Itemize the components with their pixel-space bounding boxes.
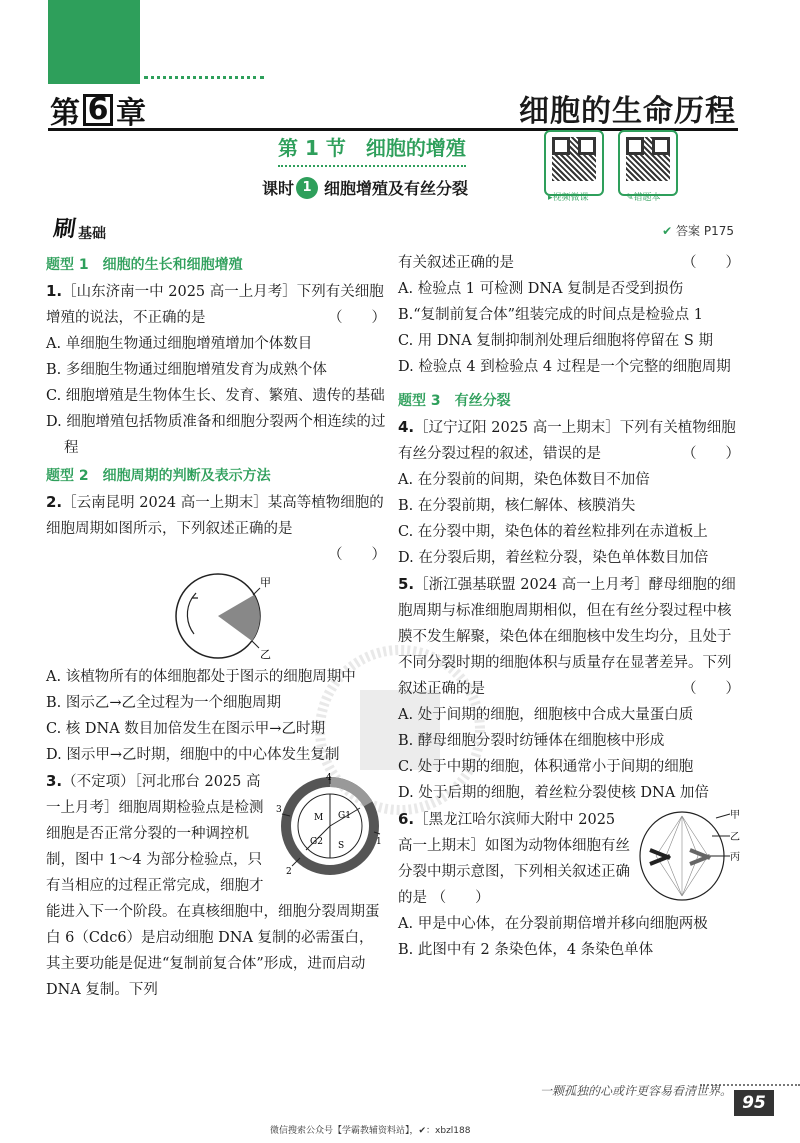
option: C. 用 DNA 复制抑制剂处理后细胞将停留在 S 期	[398, 333, 713, 349]
qr-code-video[interactable]	[544, 130, 604, 196]
question-4: 4.［辽宁辽阳 2025 高一上期末］下列有关植物细胞有丝分裂过程的叙述，错误的是 （ ）	[398, 414, 740, 467]
option: B. 图示乙→乙全过程为一个细胞周期	[46, 695, 282, 711]
header-dotted-line	[144, 76, 264, 79]
banner-small-text: 基础	[78, 226, 107, 242]
option: A. 该植物所有的体细胞都处于图示的细胞周期中	[46, 669, 356, 685]
fig-label: 4	[326, 773, 332, 783]
checkpoint-cycle-figure	[276, 772, 386, 876]
page-number: 95	[734, 1090, 774, 1116]
check-icon: ✔	[662, 224, 673, 238]
fig-label: G2	[310, 837, 323, 847]
section-title: 第 1 节 细胞的增殖	[278, 132, 466, 167]
option: B. 酵母细胞分裂时纺锤体在细胞核中形成	[398, 733, 665, 749]
header-green-block	[48, 0, 140, 84]
fig-label-jia: 甲	[730, 810, 740, 821]
option: C. 细胞增殖是生物体生长、发育、繁殖、遗传的基础	[46, 388, 385, 404]
option: C. 在分裂中期，染色体的着丝粒排列在赤道板上	[398, 524, 708, 540]
option: A. 检验点 1 可检测 DNA 复制是否受到损伤	[398, 281, 684, 297]
fig-label-bing: 丙	[730, 852, 740, 863]
fig-label: G1	[338, 811, 351, 821]
option: D. 检验点 4 到检验点 4 过程是一个完整的细胞周期	[398, 359, 731, 375]
fig-label: 3	[276, 805, 282, 815]
option: D. 图示甲→乙时期，细胞中的中心体发生复制	[46, 747, 340, 763]
chapter-suffix: 章	[116, 96, 146, 131]
answer-blank[interactable]: （ ）	[682, 446, 740, 462]
option: A. 处于间期的细胞，细胞核中合成大量蛋白质	[398, 707, 694, 723]
question-type-3: 题型 3 有丝分裂	[398, 393, 511, 409]
answer-blank[interactable]: （ ）	[431, 890, 490, 906]
chapter-number: 6	[83, 94, 113, 126]
fig-label: S	[338, 841, 345, 851]
option: B.“复制前复合体”组装完成的时间点是检验点 1	[398, 307, 703, 323]
option: A. 在分裂前的间期，染色体数目不加倍	[398, 472, 650, 488]
banner-big-char: 刷	[51, 217, 78, 242]
answer-blank[interactable]: （ ）	[682, 255, 740, 271]
option: A. 单细胞生物通过细胞增殖增加个体数目	[46, 336, 313, 352]
fig-label-jia: 甲	[260, 576, 271, 589]
mitosis-metaphase-figure	[636, 808, 740, 906]
fig-label: 1	[376, 837, 382, 847]
option: B. 此图中有 2 条染色体，4 条染色单体	[398, 942, 654, 958]
lesson-name: 细胞增殖及有丝分裂	[324, 179, 469, 198]
option: B. 在分裂前期，核仁解体、核膜消失	[398, 498, 636, 514]
chapter-prefix: 第	[50, 96, 80, 131]
chapter-label	[50, 88, 146, 132]
footer-motto: 一颗孤独的心或许更容易看清世界。	[540, 1084, 733, 1098]
question-type-2: 题型 2 细胞周期的判断及表示方法	[46, 468, 271, 484]
cell-cycle-pie-figure	[46, 568, 386, 664]
option: D. 在分裂后期，着丝粒分裂，染色单体数目加倍	[398, 550, 709, 566]
fig-label: M	[314, 813, 324, 823]
fig-label-yi: 乙	[260, 648, 271, 661]
option: B. 多细胞生物通过细胞增殖发育为成熟个体	[46, 362, 327, 378]
question-5: 5.［浙江强基联盟 2024 高一上月考］酵母细胞的细胞周期与标准细胞周期相似，但在有丝分裂过程中核膜不发生解聚，染色体在细胞核中发生均分，且处于不同分裂时期的细胞体积与质量存在显著差异。下列叙述正确的是 （ ）	[398, 571, 740, 702]
question-type-1: 题型 1 细胞的生长和细胞增殖	[46, 257, 243, 273]
lesson-title	[262, 176, 468, 199]
qr-code-mistakes[interactable]	[618, 130, 678, 196]
option: A. 甲是中心体，在分裂前期倍增并移向细胞两极	[398, 916, 708, 932]
answer-reference: ✔ 答案 P175	[662, 224, 734, 238]
answer-blank[interactable]: （ ）	[682, 681, 740, 697]
lesson-prefix: 课时	[262, 179, 295, 198]
question-6: 甲 乙 丙 6.［黑龙江哈尔滨师大附中 2025 高一上期末］如图为动物体细胞有丝分裂中期示意图，下列相关叙述正确的是 （ ）	[398, 810, 740, 906]
right-column	[398, 250, 740, 963]
option: C. 核 DNA 数目加倍发生在图示甲→乙时期	[46, 721, 325, 737]
question-1: 1.［山东济南一中 2025 高一上月考］下列有关细胞增殖的说法，不正确的是 （ ）	[46, 278, 386, 331]
cell-cycle-circle-diagram	[46, 568, 386, 664]
qr-label-video: ▸视频微课	[548, 193, 589, 203]
question-3-continued: 有关叙述正确的是 （ ）	[398, 250, 740, 276]
practice-banner	[51, 212, 107, 243]
qr-label-mistakes: ✎错题本	[626, 193, 661, 203]
left-column	[46, 250, 386, 1003]
lesson-number-badge: 1	[296, 177, 318, 199]
fig-label-yi: 乙	[730, 832, 740, 843]
answer-blank[interactable]: （ ）	[328, 547, 386, 563]
footer-wechat-note: 微信搜索公众号【学霸教辅资料站】，✔：xbzl188	[270, 1126, 471, 1136]
fig-label: 2	[286, 867, 292, 876]
option: C. 处于中期的细胞，体积通常小于间期的细胞	[398, 759, 694, 775]
chapter-title: 细胞的生命历程	[519, 94, 736, 129]
qr-code-icon	[552, 137, 596, 181]
question-2: 2.［云南昆明 2024 高一上期末］某高等植物细胞的细胞周期如图所示，下列叙述正确的是	[46, 493, 384, 537]
option: D. 处于后期的细胞，着丝粒分裂使核 DNA 加倍	[398, 785, 709, 801]
question-3: 4 M G1 G2 S 3 2 1 3.（不定项）［河北邢台 2025 高一上月考］细胞周期检验点是检测细胞是否正常分裂的一种调控机制，图中 1～4 为部分检验点，只有当相应的过程正常完成，细胞才能进入下一个阶段。在真核细胞中，细胞分裂周期蛋白 6（Cdc6）是启动细胞 DNA 复制的必需蛋白，其主要功能是促进“复制前复合体”形成，进而启动 DNA 复制。下列	[46, 768, 386, 1003]
qr-code-icon	[626, 137, 670, 181]
answer-blank[interactable]: （ ）	[328, 310, 386, 326]
option: D. 细胞增殖包括物质准备和细胞分裂两个相连续的过程	[46, 414, 386, 456]
